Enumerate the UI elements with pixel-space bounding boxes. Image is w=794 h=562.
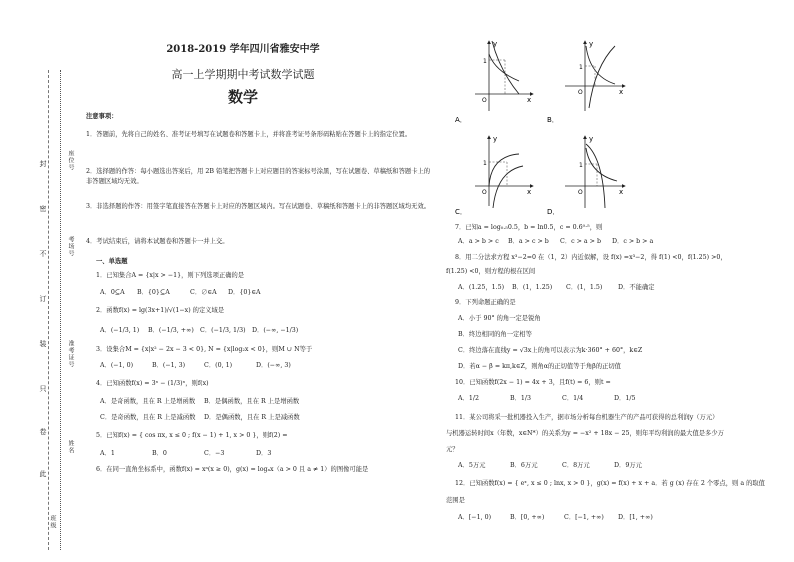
graph-a-label: A．: [455, 116, 467, 124]
q12-option-c: C．[−1, +∞): [564, 514, 604, 521]
note-item: 4．考试结束后，请将本试题卷和答题卡一并上交。: [86, 238, 229, 245]
svg-text:1: 1: [579, 162, 583, 169]
question-5: 5．已知f(x) = { cos πx, x ≤ 0 ; f(x − 1) + 1, x > 0 }，则f(2) =: [96, 432, 288, 439]
q7-option-d: D．c > b > a: [612, 238, 654, 245]
exam-room-field: 考场号: [67, 236, 74, 257]
question-2: 2．函数f(x) = lg(3x+1)/√(1−x) 的定义域是: [96, 307, 225, 314]
q7-option-c: C．c > a > b: [560, 238, 601, 245]
svg-text:x: x: [527, 188, 532, 196]
question-11: 11．某公司将采一批机器投入生产，据市场分析每台机器生产的产品可获得的总利润y（万元）: [455, 414, 719, 421]
q4-option-b: B．是偶函数，且在 R 上是增函数: [204, 398, 300, 405]
question-12: 12．已知函数f(x) = { eˣ, x ≤ 0 ; lnx, x > 0 }，g(x) = f(x) + x + a．若 g (x) 存在 2 个零点，则 a 的取值: [455, 480, 765, 487]
q9-option-a: A．小于 90° 的角一定是锐角: [458, 315, 541, 322]
svg-text:y: y: [493, 135, 498, 143]
graph-a: [475, 40, 533, 111]
question-9: 9．下列命题正确的是: [455, 299, 516, 306]
binding-line-dotted: [60, 70, 61, 550]
q11-option-d: D．9万元: [614, 462, 642, 469]
q10-option-b: B．1/3: [510, 395, 532, 402]
q1-option-a: A．0⊆A: [100, 289, 125, 296]
q12-option-d: D．[1, +∞): [618, 514, 653, 521]
q6-graphs: [455, 36, 775, 216]
q2-option-b: B．(−1/3, +∞): [148, 327, 194, 334]
note-item: 3．非选择题的作答：用签字笔直接答在答题卡上对应的答题区域内。写在试题卷、草稿纸和答题卡上的非答题区域均无效。: [86, 203, 431, 210]
graph-d: [565, 135, 625, 208]
axis-x-label: x: [527, 96, 532, 104]
q3-option-a: A．(−1, 0): [100, 362, 134, 369]
graph-b: [565, 40, 625, 111]
origin-label: O: [482, 97, 487, 104]
question-6: 6．在同一直角坐标系中，函数f(x) = xᵃ(x ≥ 0)，g(x) = logₐx（a > 0 且 a ≠ 1）的图像可能是: [96, 466, 369, 473]
svg-text:O: O: [578, 89, 583, 96]
q7-option-a: A．a > b > c: [458, 238, 499, 245]
question-4: 4．已知函数f(x) = 3ˣ − (1/3)ˣ，则f(x): [96, 380, 209, 387]
section-heading: 一、单选题: [96, 258, 128, 265]
q9-option-c: C．终边落在直线y = √3x上的角可以表示为k·360° + 60°，k∈Z: [458, 347, 643, 354]
q5-option-b: B．0: [152, 450, 167, 457]
q4-option-d: D．是偶函数，且在 R 上是减函数: [204, 414, 300, 421]
svg-text:x: x: [619, 88, 624, 96]
q10-option-d: D．1/5: [614, 395, 636, 402]
question-12-cont: 范围是: [446, 497, 465, 504]
q3-option-b: B．(−1, 3): [152, 362, 186, 369]
q9-option-b: B．终边相同的角一定相等: [458, 331, 532, 338]
graph-d-label: D．: [547, 208, 560, 216]
binding-line: [48, 70, 49, 550]
q2-option-a: A．(−1/3, 1): [100, 327, 140, 334]
binding-label: 不: [39, 250, 47, 258]
q4-option-a: A．是奇函数，且在 R 上是增函数: [100, 398, 196, 405]
one-label: 1: [483, 58, 487, 65]
q11-option-c: C．8万元: [562, 462, 590, 469]
q7-option-b: B．a > c > b: [508, 238, 549, 245]
svg-text:y: y: [589, 40, 594, 48]
school-title: 2018-2019 学年四川省雅安中学: [166, 44, 320, 55]
q1-option-c: C．∅∈A: [190, 289, 217, 296]
question-11-cont: 与机器运转时间x（年数，x∈N*）的关系为y = −x² + 18x − 25，则年平均利润的最大值是多少万: [446, 430, 724, 437]
binding-label: 只: [39, 385, 47, 393]
q8-option-d: D．不能确定: [618, 284, 655, 291]
admission-number-field: 准考证号: [67, 340, 74, 368]
q12-option-a: A．[−1, 0): [458, 514, 492, 521]
svg-text:O: O: [578, 189, 583, 196]
q8-option-b: B．(1，1.25): [512, 284, 553, 291]
q10-option-c: C．1/4: [562, 395, 584, 402]
q11-option-a: A．5万元: [458, 462, 486, 469]
q4-option-c: C．是奇函数，且在 R 上是减函数: [100, 414, 196, 421]
q11-option-b: B．6万元: [510, 462, 538, 469]
class-field: 班级: [49, 515, 56, 529]
q10-option-a: A．1/2: [458, 395, 479, 402]
q2-option-d: D．(−∞, −1/3): [252, 327, 299, 334]
q5-option-c: C．−3: [204, 450, 225, 457]
question-8: 8．用二分法求方程 x³−2=0 在（1，2）内近似解，设 f(x) =x³−2，得 f(1) <0，f(1.25) >0，: [455, 254, 727, 261]
q2-option-c: C．(−1/3, 1/3): [200, 327, 246, 334]
q3-option-d: D．(−∞, 3): [256, 362, 291, 369]
question-1: 1．已知集合A = {x|x > −1}，则下列选项正确的是: [96, 272, 245, 279]
binding-label: 封: [39, 160, 47, 168]
svg-text:1: 1: [483, 160, 487, 167]
binding-label: 装: [39, 340, 47, 348]
q5-option-a: A．1: [100, 450, 115, 457]
binding-label: 此: [39, 470, 47, 478]
svg-text:y: y: [589, 135, 594, 143]
q3-option-c: C．(0, 1): [204, 362, 233, 369]
binding-label: 密: [39, 205, 47, 213]
svg-text:1: 1: [579, 64, 583, 71]
notes-heading: 注意事项：: [86, 113, 118, 120]
svg-text:O: O: [482, 189, 487, 196]
note-item: 2．选择题的作答：每小题选出答案后，用 2B 铅笔把答题卡上对应题目的答案标号涂黑，写在试题卷、草稿纸和答题卡上的非答题区域均无效。: [86, 168, 431, 186]
q5-option-d: D．3: [256, 450, 272, 457]
question-7: 7．已知a = log₀.₅0.5，b = ln0.5，c = 0.6⁰·⁵，则: [455, 224, 603, 231]
q12-option-b: B．[0, +∞): [510, 514, 545, 521]
graph-b-label: B．: [547, 116, 559, 124]
name-field: 姓名: [67, 440, 74, 454]
binding-label: 卷: [39, 428, 47, 436]
q9-option-d: D．若α − β = kπ,k∈Z，则角α的正切值等于角β的正切值: [458, 363, 621, 370]
q1-option-b: B．{0}⊆A: [137, 289, 170, 296]
seat-number-field: 座位号: [67, 150, 74, 171]
note-item: 1．答题前，先将自己的姓名、准考证号填写在试题卷和答题卡上，并将准考证号条形码粘贴在答题卡上的指定位置。: [86, 131, 412, 138]
graph-c-label: C．: [455, 208, 467, 216]
subject-title: 数学: [227, 88, 258, 106]
axis-y-label: y: [493, 40, 498, 48]
q8-option-a: A．(1.25，1.5): [458, 284, 505, 291]
question-3: 3．设集合M = {x|x² − 2x − 3 < 0}, N = {x|log₂x < 0}，则M ∪ N等于: [96, 346, 313, 353]
q8-option-c: C．(1，1.5): [566, 284, 603, 291]
exam-title: 高一上学期期中考试数学试题: [171, 68, 315, 81]
question-11-cont2: 元？: [446, 446, 459, 453]
binding-label: 订: [39, 295, 47, 303]
graph-c: [475, 135, 533, 208]
question-8-cont: f(1.25) <0，则方程的根在区间: [446, 268, 536, 275]
svg-text:x: x: [619, 188, 624, 196]
q1-option-d: D．{0}∈A: [228, 289, 261, 296]
question-10: 10．已知函数f(2x − 1) = 4x + 3，且f(t) = 6，则t =: [455, 379, 611, 386]
